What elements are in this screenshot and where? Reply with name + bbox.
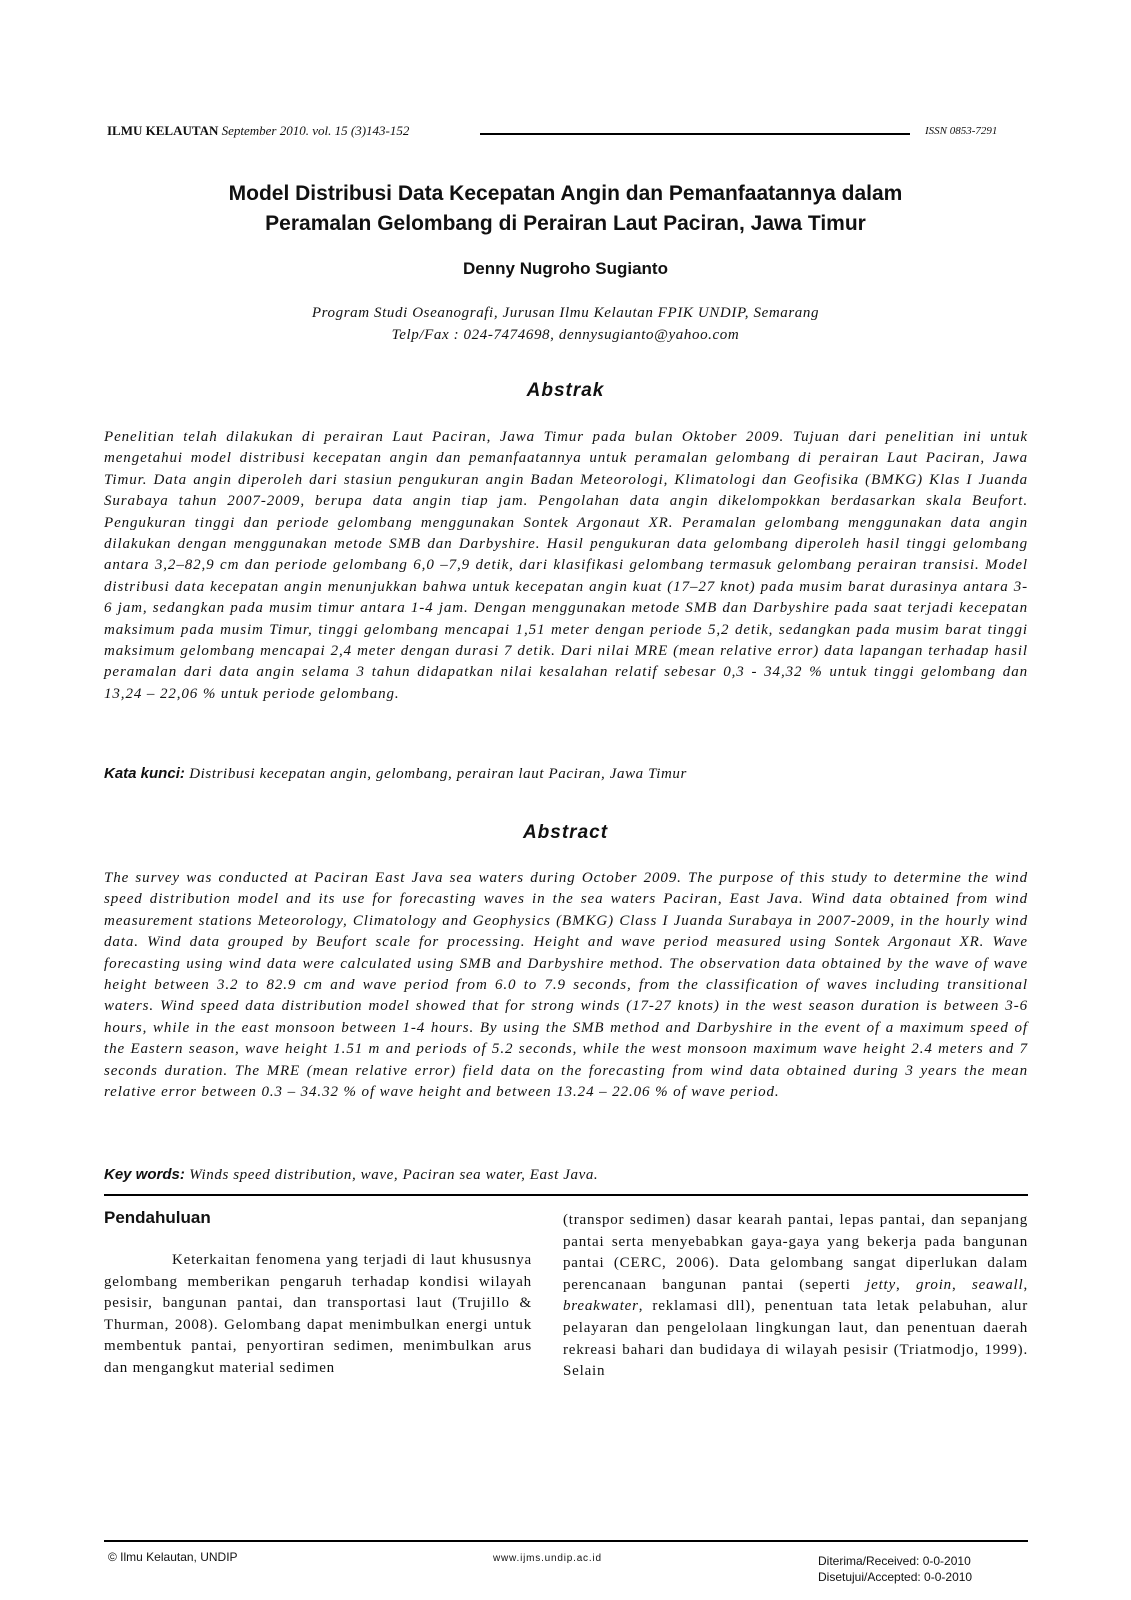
term-seawall: seawall (972, 1276, 1024, 1293)
abstrak-body: Penelitian telah dilakukan di perairan Laut Paciran, Jawa Timur pada bulan Oktober 2009. Tujuan dari penelitian ini untuk mengetahui model distribusi kecepatan angin dan pemanfaatannya untuk peramalan gelombang di perairan Laut Paciran, Jawa Timur. Data angin diperoleh dari stasiun pengukuran angin Badan Meteorologi, Klimatologi dan Geofisika (BMKG) Klas I Juanda Surabaya tahun 2007-2009, berupa data angin tiap jam. Pengolahan data angin dikelompokkan berdasarkan skala Beufort. Pengukuran tinggi dan periode gelombang menggunakan Sontek Argonaut XR. Peramalan gelombang menggunakan data angin dilakukan dengan menggunakan metode SMB dan Darbyshire. Hasil pengukuran data gelombang diperoleh hasil tinggi gelombang antara 3,2–82,9 cm dan periode gelombang 6,0 –7,9 detik, dari klasifikasi gelombang termasuk gelombang perairan transisi. Model distribusi data kecepatan angin menunjukkan bahwa untuk kecepatan angin kuat (17–27 knot) pada musim barat durasinya antara 3-6 jam, sedangkan pada musim timur antara 1-4 jam. Dengan menggunakan metode SMB dan Darbyshire pada saat terjadi kecepatan maksimum pada musim Timur, tinggi gelombang mencapai 1,51 meter dengan periode 5,2 detik, sedangkan pada musim barat tinggi maksimum gelombang mencapai 2,4 meter dengan durasi 7 detik. Dari nilai MRE (mean relative error) data lapangan terhadap hasil peramalan dari data angin selama 3 tahun didapatkan nilai kesalahan relatif sebesar 0,3 - 34,32 % untuk tinggi gelombang dan 13,24 – 22,06 % untuk periode gelombang. (104, 429, 1028, 702)
affiliation (100, 302, 1031, 346)
intro-text-part2: , reklamasi dll), penentuan tata letak pelabuhan, alur pelayaran dan pengelolaan lingkungan laut, dan penentuan daerah rekreasi bahari dan budidaya di wilayah pesisir (Triatmodjo, 1999). Selain (563, 1298, 1028, 1380)
title-line-2: Peramalan Gelombang di Perairan Laut Paciran, Jawa Timur (265, 212, 866, 235)
running-header (107, 123, 409, 139)
kata-kunci-label: Kata kunci: (104, 765, 185, 782)
intro-text-part1: (transpor sedimen) dasar kearah pantai, lepas pantai, dan sepanjang pantai serta menyebabkan gaya-gaya yang bekerja pada bangunan pantai (CERC, 2006). Data gelombang sangat diperlukan dalam perencanaan bangunan pantai (seperti (563, 1212, 1028, 1293)
key-words (104, 1166, 1028, 1184)
separator: , (1023, 1276, 1028, 1293)
abstract-body: The survey was conducted at Paciran East Java sea waters during October 2009. The purpose of this study to determine the wind speed distribution model and its use for forecasting waves in the sea waters Paciran, East Java. Wind data obtained from wind measurement stations Meteorology, Climatology and Geophysics (BMKG) Class I Juanda Surabaya in 2007-2009, in the hourly wind data. Wind data grouped by Beufort scale for processing. Height and wave period measured using Sontek Argonaut XR. Wave forecasting using wind data were calculated using SMB and Darbyshire method. The observation data obtained by the wave of wave height between 3.2 to 82.9 cm and wave period from 6.0 to 7.9 seconds, from the classification of waves including transitional waters. Wind speed data distribution model showed that for strong winds (17-27 knots) in the west season duration is between 3-6 hours, while in the east monsoon between 1-4 hours. By using the SMB method and Darbyshire in the event of a maximum speed of the Eastern season, wave height 1.51 m and periods of 5.2 seconds, while the west monsoon maximum wave height 2.4 meters and 7 seconds duration. The MRE (mean relative error) field data on the forecasting from wind data obtained during 3 years the mean relative error between 0.3 – 34.32 % of wave height and between 13.24 – 22.06 % of wave period. (104, 870, 1028, 1101)
section-divider (104, 1194, 1028, 1196)
abstrak-heading: Abstrak (526, 380, 605, 401)
separator: , (895, 1276, 917, 1293)
intro-column-left (104, 1250, 532, 1380)
kata-kunci-text: Distribusi kecepatan angin, gelombang, perairan laut Paciran, Jawa Timur (184, 766, 687, 782)
abstract-heading: Abstract (522, 822, 609, 843)
key-words-label: Key words: (104, 1166, 185, 1183)
key-words-text: Winds speed distribution, wave, Paciran sea water, East Java. (184, 1167, 599, 1183)
author-name: Denny Nugroho Sugianto (463, 259, 668, 278)
title-line-1: Model Distribusi Data Kecepatan Angin dan Pemanfaatannya dalam (228, 182, 903, 205)
header-rule (480, 133, 910, 135)
accepted-date: Disetujui/Accepted: 0-0-2010 (818, 1570, 973, 1584)
separator: , (951, 1276, 972, 1293)
section-heading-pendahuluan: Pendahuluan (104, 1208, 211, 1227)
term-groin: groin (916, 1276, 952, 1293)
footer-dates (818, 1553, 972, 1585)
footer-rule (104, 1540, 1028, 1542)
term-breakwater: breakwater (563, 1298, 639, 1315)
issn: ISSN 0853-7291 (925, 125, 998, 137)
footer-copyright: © Ilmu Kelautan, UNDIP (108, 1550, 238, 1564)
term-jetty: jetty (866, 1276, 896, 1293)
journal-name: ILMU KELAUTAN (107, 123, 219, 138)
intro-column-right (563, 1210, 1028, 1383)
footer-website: www.ijms.undip.ac.id (493, 1553, 602, 1564)
issue-info: September 2010. vol. 15 (3)143-152 (221, 123, 410, 138)
received-date: Diterima/Received: 0-0-2010 (818, 1554, 971, 1568)
affiliation-line-1: Program Studi Oseanografi, Jurusan Ilmu Kelautan FPIK UNDIP, Semarang (311, 305, 820, 321)
kata-kunci (104, 765, 1028, 783)
intro-paragraph: Keterkaitan fenomena yang terjadi di laut khususnya gelombang memberikan pengaruh terhadap kondisi wilayah pesisir, bangunan pantai, dan transportasi laut (Trujillo & Thurman, 2008). Gelombang dapat menimbulkan energi untuk membentuk pantai, penyortiran sedimen, menimbulkan arus dan mengangkut material sedimen (104, 1252, 532, 1376)
paper-title (100, 179, 1031, 239)
affiliation-line-2: Telp/Fax : 024-7474698, dennysugianto@yahoo.com (391, 327, 740, 343)
